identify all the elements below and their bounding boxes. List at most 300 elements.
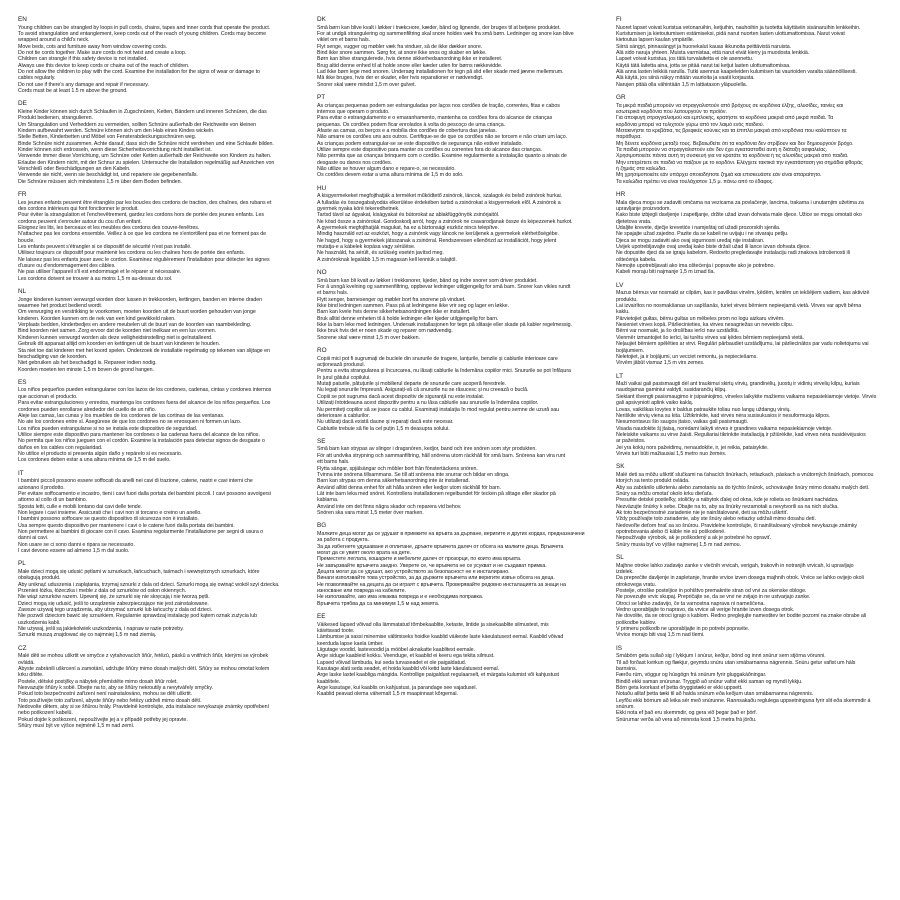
- language-section-de: [18, 100, 307, 185]
- warning-text-line: A zsinóroknak legalább 1,5 m magasan kell lenniük a talajtól.: [317, 256, 457, 263]
- language-section-pt: [317, 94, 606, 179]
- warning-text-line: Flyt senge, vugger og møbler væk fra vinduer, så de ikke dækker snore.: [317, 43, 483, 50]
- warning-text-line: Jei yra kokių nors pažeidimų, nenaudokite, ir, jei reikia, pataisykite.: [616, 444, 769, 451]
- warning-text-line: Mindig használd ezt az eszközt, hogy a zsinórok vagy láncok ne kerüljenek a gyermekek elérhetőségébe.: [317, 231, 559, 238]
- warning-text-line: Non permettere ai bambini di giocare con il cavo. Esamina regolarmente l'installazione per segni di usura o: [18, 528, 264, 535]
- warning-text-line: I bambini possono soffocare se questo dispositivo di sicurezza non è installato.: [18, 516, 199, 523]
- warning-text-line: Vrvice morajo biti vsaj 1,5 m nad tlemi.: [616, 632, 705, 639]
- warning-text-line: Tartsd távol az ágyakat, kiságyakat és bútorokat az ablakfüggönyök zsinórjaitól.: [317, 212, 500, 219]
- warning-text-line: Lapsed võivad lämbuda, kui seda turvaseadet ei ole paigaldatud.: [317, 659, 467, 666]
- warning-text-line: Malé deti sa môžu uškrtiť slučkami na ťahacích šnúrkach, retiazkach, páskach a vnútorných šnúrkach, pomocou: [616, 471, 874, 478]
- warning-text-line: ή ζημιάς στα καλώδια.: [616, 166, 667, 173]
- warning-text-line: Ne povezujte vrvic skupaj. Prepričajte se, da se vrvi ne zvijajo in ne ustvarjajo zanke.: [616, 594, 811, 601]
- warning-text-line: Om verwurging en verstrikking te voorkomen, moeten koorden uit de buurt worden gehouden van jonge: [18, 309, 256, 316]
- warning-text-line: viklet om et barns hals.: [317, 37, 370, 44]
- warning-text-line: Tvinna inte snörena tillsammans. Se till att snörena inte snurrar och bildar en slinga.: [317, 471, 510, 478]
- warning-text-line: Barn kan strypas om denna säkerhetsanordning inte är installerad.: [317, 478, 470, 485]
- warning-text-line: Produkt bedienen, strangulieren.: [18, 115, 93, 122]
- warning-text-line: Visada naudokite šį įtaisą, norėdami laikyti virves ir grandines vaikams nepasiekiamoje vietoje.: [616, 425, 833, 432]
- warning-text-line: Nu legați snururile împreună. Asigurați-vă că snururile nu se răsucesc și nu creează o buclă.: [317, 387, 529, 394]
- warning-text-line: kietoutua lapsen kaulan ympärille.: [616, 37, 695, 44]
- warning-text-line: за работа с продукта.: [317, 537, 369, 544]
- warning-text-line: Maži vaikai gali pasismaugti dėl ant traukimui skirtų virvių, grandinėlių, juostų ir vidinių virvelių kilpų, kuriais: [616, 381, 860, 388]
- warning-text-line: Bērni var nosmakt, ja šo drošības ierīci nav uzstādītā.: [616, 328, 739, 335]
- warning-text-line: Pour éviter la strangulation et l'enchevêtrement, gardez les cordons hors de portée des jeunes enfants. Les: [18, 212, 264, 219]
- warning-text-line: Lämbumise ja sassi minemise vältimiseks hoidke kaablid väikeste laste käeulatusest eemal. Kaablid võivad: [317, 634, 564, 641]
- warning-text-line: Færðu rúm, vöggur og húsgögn frá snúrum fyrir gluggakáðningar.: [616, 672, 767, 679]
- warning-text-line: Šnúry musia byť vo výške najmenej 1,5 m nad zemou.: [616, 541, 741, 548]
- language-code: HR: [616, 191, 626, 199]
- language-section-hu: [317, 185, 606, 263]
- warning-text-line: Връвчета трябва да са минимум 1,5 м над земята.: [317, 600, 440, 607]
- warning-text-line: djetetova vrata.: [616, 218, 652, 225]
- warning-text-line: Neleiskite vaikams su virve žaisti. Reguliariai tikrinkite instaliaciją ir pžiūrėkite, kad virves nėra nusidėvėjusios: [616, 431, 866, 438]
- warning-text-line: For at undgå strangulering og sammenfiltring skal snore holdes væk fra små børn. Ledninger og snore kan blive: [317, 30, 574, 37]
- warning-text-line: Always use this device to keep cords or chains out of the reach of children.: [18, 62, 190, 69]
- warning-text-line: Per evitare soffocamento e incastro, tieni i cavi fuori dalla portata dei bambini piccoli. I cavi possono avvolgersi: [18, 490, 271, 497]
- warning-text-line: Ak toto bezpečnostné zariadenie nie je nainštalované, deti sa môžu uškrtiť.: [616, 509, 788, 516]
- warning-text-line: Vienmēr izmantojiet šo ierīci, lai turētu virves vai ķēdes bērniem nepieejamā vietā.: [616, 334, 804, 341]
- warning-text-line: Siekiant išvengti pasismaugimo ir įsipainiojimo, virveles laikykite mažiems vaikams nepasiekiamoje vietoje. Virvės: [616, 393, 877, 400]
- warning-text-line: Ikke la barn leke med ledningen. Undersøk installasjonen for tegn på slitasje eller skade på kabler regelmessig.: [317, 322, 572, 329]
- language-section-ro: [317, 347, 606, 432]
- warning-text-line: Малките деца могат да се удушат в примките на връвта за дърпане, веригите и других кордах, предназначени: [317, 530, 585, 537]
- warning-text-line: I bambini piccoli possono essere soffocati da anelli nei cavi di trazione, catene, nastri e cavi interni che: [18, 478, 253, 485]
- warning-text-line: Ne dopustite djeci da se igraju kabelom. Redovito pregledavajte instalaciju radi znakova istrošenosti ili: [616, 250, 850, 257]
- warning-text-line: Lovas, vaikiškas lovytes ir baldus patraukite toliau nuo langų uždangų virvių.: [616, 406, 791, 413]
- warning-text-line: Nesieniet virves kopā. Pārliecinieties, ka virves nesagriežas un neveido cilpu.: [616, 322, 794, 329]
- warning-text-line: Dzieci mogą się udusić, jeśli to urządzenie zabezpieczające nie jest zainstalowane.: [18, 600, 209, 607]
- warning-text-line: Не позволявайте на децата да си играят с връвчета. Проверявайте редовно инсталацията за знаци на: [317, 581, 566, 588]
- language-code: NO: [317, 269, 327, 277]
- warning-text-line: bojājumiem.: [616, 347, 645, 354]
- warning-text-line: kablarna.: [317, 497, 339, 504]
- warning-text-line: Do not use if there's any damage and repair if necessary.: [18, 81, 149, 88]
- warning-text-line: Aby sa zabránilo uškrteniu alebo zamotaniu sa do týchto šnúrok, uchovávajte šnúry mimo dosahu malých detí.: [616, 484, 870, 491]
- warning-text-line: Kinderen kunnen verwurgd worden als deze veiligheidsinstelling niet is geïnstalleerd.: [18, 334, 213, 341]
- warning-text-line: Virvės turi būti mažiausiai 1,5 metro nuo žemės.: [616, 450, 727, 457]
- warning-text-line: To avoid strangulation and entanglement, keep cords out of the reach of young children. Cords may become: [18, 30, 267, 37]
- warning-text-line: Ikke bind ledningen sammen. Pass på at ledningene ikke vrir seg og lager en løkke.: [317, 303, 509, 310]
- warning-text-line: Ärge kasutage, kui kaablis on kahjustusi, ja parandage see vajadusel.: [317, 685, 477, 691]
- warning-text-line: Children can strangle if this safety device is not installed.: [18, 56, 148, 63]
- language-code: BG: [317, 522, 327, 530]
- language-code: LV: [616, 281, 624, 289]
- warning-text-line: Låt inte barn leka med snöret. Kontrollera installationen regelbundet för tecken på slitage eller skador på: [317, 490, 556, 497]
- language-section-it: [18, 470, 307, 555]
- language-code: IS: [616, 644, 623, 652]
- warning-text-line: Cablurile trebuie să fie la cel puțin 1,5 m deasupra solului.: [317, 425, 450, 432]
- warning-text-line: Young children can be strangled by loops in pull cords, chains, tapes and inner cords that operate the product.: [18, 24, 271, 31]
- warning-text-line: mutatja-e a kábelek kopása vagy sérülése.: [317, 244, 416, 251]
- warning-text-line: Bind ikke snore sammen. Sørg for, at snore ikke snos og skaber en løkke.: [317, 49, 487, 56]
- language-code: FR: [18, 191, 27, 199]
- language-section-se: [317, 438, 606, 516]
- warning-text-line: azionano il prodotto.: [18, 484, 65, 491]
- warning-text-line: keerduda lapse kaela ümber.: [317, 640, 384, 647]
- warning-text-line: des cordons intérieurs qui font fonctionner le produit.: [18, 206, 139, 213]
- warning-text-line: Udaljite krevete, dječje krevetiće i namještaj od užadi prozorskih sjenila.: [616, 225, 781, 232]
- warning-text-line: Sznurki muszą znajdować się co najmniej 1,5 m nad ziemią.: [18, 632, 157, 639]
- warning-text-line: Não utilize se houver algum dano e repare-o, se necessário.: [317, 166, 456, 173]
- warning-text-line: Do not allow the children to play with the cord. Examine the installation for the signs of wear or damage to: [18, 69, 260, 75]
- warning-text-line: Använd alltid denna enhet för att hålla snören eller kedjor utom räckhåll för barn.: [317, 484, 502, 491]
- warning-text-line: Børn kan blive strangulerede, hvis denne sikkerhedsanordning ikke er installeret.: [317, 56, 503, 63]
- warning-text-line: obsługują produkt.: [18, 575, 61, 582]
- warning-text-line: Små barn kan strypas av slingor i dragsnören, kedjor, band och inre snören som styr produkten.: [317, 446, 537, 453]
- warning-text-line: poškodbe kablov.: [616, 619, 657, 626]
- warning-text-line: A kisgyermekeket megfojthatják a terméket működtető zsinórok, láncok, szalagok és belső zsinórok hurkai.: [317, 193, 563, 200]
- warning-text-line: Liigutage voodid, lastevoodid ja mööbel aknakatte kaablitest eemale.: [317, 646, 475, 653]
- warning-text-line: que accionan el producto.: [18, 393, 78, 400]
- warning-text-line: Cords must be at least 1.5 m above the ground.: [18, 88, 128, 95]
- warning-text-line: Los cordones deben estar a una altura mínima de 1,5 m del suelo.: [18, 457, 171, 464]
- warning-text-line: Małe dzieci mogą się udusić pętlami w sznurkach, łańcuchach, taśmach i wewnętrznych sznurkach, które: [18, 568, 260, 575]
- warning-text-line: opotrebovania alebo či káble nie sú poškodené.: [616, 528, 726, 535]
- warning-text-line: Los niños pueden estrangularse si no se instala este dispositivo de seguridad.: [18, 425, 198, 432]
- warning-text-line: Não permita que as crianças brinquem com o cordão. Examine regularmente a instalação quanto a sinais de: [317, 153, 567, 160]
- warning-text-line: Kinder können sich erdrosseln, wenn diese Sicherheitsvorrichtung nicht installiert ist.: [18, 147, 212, 154]
- warning-text-line: Non legare i cavi insieme. Assicurati che i cavi non si torcano e creino un anello.: [18, 509, 202, 516]
- warning-text-line: Lapset voivat kuristua, jos tätä turvalaitetta ei ole asennettu.: [616, 56, 754, 63]
- warning-text-line: Ikke bruk hvis det er noen skade og reparer om nødvendig.: [317, 328, 453, 335]
- language-code: DK: [317, 16, 326, 23]
- warning-text-line: Verplaats bedden, kinderbedjes en andere meubelen uit de buurt van de koorden van raambekleding.: [18, 322, 252, 329]
- warning-text-line: Преместете леглата, кошарите и мебелите далеч от прозорци, по които има връвта.: [317, 556, 522, 563]
- warning-text-line: Nesvazujte šňůry k sobě. Dbejte na to, aby se šňůry nekroutily a nevytvářely smyčky.: [18, 685, 214, 691]
- language-code: EN: [18, 16, 27, 23]
- warning-text-line: Små barn kan bli kvalt av løkker i trekksnorer, kjeder, bånd og indre snorer som driver produktet.: [317, 277, 538, 284]
- language-code: HU: [317, 184, 327, 192]
- language-section-no: [317, 269, 606, 341]
- warning-text-line: cordones pueden enrollarse alrededor del cuello de un niño.: [18, 406, 157, 413]
- warning-text-line: Um Strangulation und Verheddern zu vermeiden, sollten Schnüre außerhalb der Reichweite von kleinen: [18, 121, 257, 128]
- warning-text-line: Otroci se lahko zadavijo, če ta varnostna naprava ni nameščena.: [616, 600, 765, 607]
- language-section-lv: [616, 282, 900, 367]
- text-column-2: [317, 16, 606, 890]
- warning-text-line: waarmee het product bediend wordt.: [18, 303, 103, 310]
- warning-text-line: danni ai cavi.: [18, 535, 49, 542]
- warning-text-line: Kako biste izbjegli davljenje i zapetljanje, držite užad izvan dohvata male djece. Užice se mogu omotati oko: [616, 212, 862, 219]
- warning-text-line: Nu utilizați dacă există daune și reparați dacă este necesar.: [317, 419, 454, 426]
- warning-text-line: ar pažeistos.: [616, 438, 646, 445]
- warning-text-line: izdelek.: [616, 568, 634, 575]
- warning-text-line: För att undvika strypning och sammanfiltring, håll snörena utom räckhåll för små barn. Snörena kan vira runt: [317, 452, 566, 459]
- warning-text-line: Til að forðast kvirkun og flækjur, geymdu snúru utan smábarnanna nágrennis. Snúru getur vafist um háls: [616, 659, 856, 666]
- warning-text-line: wrapped around a child's neck.: [18, 37, 90, 44]
- warning-text-line: produktu.: [616, 296, 638, 303]
- warning-text-line: Väikesed lapsed võivad olla lämmatatud tõmbekaablite, ketaste, lintide ja sisekaablite silmustest, mis: [317, 621, 549, 628]
- warning-text-line: Sta niet toe dat kinderen met het koord spelen. Onderzoek de installatie regelmatig op tekenen van slijtage en: [18, 347, 270, 354]
- warning-text-line: oštećenja kabela.: [616, 256, 657, 263]
- warning-text-line: Nezväzujte šnúrky k sebe. Dbajte na to, aby sa šnúrky nezamotali a nevytvorili sa na nich slučka.: [616, 503, 839, 510]
- warning-text-line: snúrum.: [616, 704, 635, 711]
- warning-text-line: Μην επιτρέπετε σε παιδιά να παίζουν με το κορδόνι. Ελέγχετε τακτικά την εγκατάσταση για σημάδια φθοράς: [616, 159, 863, 166]
- language-section-sl: [616, 554, 900, 639]
- warning-text-line: Μη δένετε κορδόνια μεταξύ τους. Βεβαιωθείτε ότι τα κορδόνια δεν στρίβουν και δεν δημιουργούν βρόχο.: [616, 140, 854, 147]
- warning-text-line: Les cordons doivent se trouver à au moins 1,5 m au-dessus du sol.: [18, 275, 173, 282]
- warning-text-line: Pentru a evita strangularea și încurcarea, nu lăsați cablurile la îndemâna copiilor mici. Snururile se pot înfășura: [317, 368, 571, 375]
- warning-text-line: Postelje, otroške posteljice in pohištvo premaknite stran od vrvi za okenske obloge.: [616, 587, 807, 594]
- language-code: FI: [616, 16, 622, 23]
- warning-text-line: Använd inte om det finns några skador och reparera vid behov.: [317, 503, 462, 510]
- warning-text-line: Älä käytä, jos siinä näkyy mitään vaurioita ja vaatii korjausta.: [616, 75, 755, 82]
- warning-text-line: Éloignez les lits, les berceaux et les meubles des cordons des couvre-fenêtres.: [18, 225, 200, 232]
- warning-text-line: Neļaujiet bērniem spēlēties ar virvi. Regulāri pārbaudiet uzstādījumu, lai pārliecinātos par vadu nolietojumu vai: [616, 341, 869, 348]
- warning-text-line: ovládá.: [18, 659, 35, 666]
- warning-text-line: A fulladás és összegabalyodás elkerülése érdekében tartsd a zsinórokat a kisgyermekek elől. A zsinórok a: [317, 199, 561, 206]
- warning-text-line: За да избегнете удушаване и оплитане, дръжте връвчета далеч от обсега на малките деца. Връвчета: [317, 543, 564, 550]
- warning-text-line: attorno al collo di un bambino.: [18, 497, 88, 504]
- warning-text-line: Kasutage alati seda seadet, et hoida kaablid või ketid laste käeulatusest eemal.: [317, 665, 500, 672]
- warning-text-line: Neriškite virvių viena su kita. Užtikrinkite, kad virvės nėra susisukusios ir nesuformuoja kilpos.: [616, 412, 831, 419]
- warning-text-line: kaklu.: [616, 309, 630, 316]
- warning-text-line: Presuňte detské postieľky, stoličky a nábytok ďalej od okna, kde je rolieta so šnúrkami nachádza.: [616, 497, 839, 504]
- warning-text-line: Nuoret lapset voivat kuristua vetonaruihin, ketjuihin, nauhoihin ja tuotetta käyttäviin sisänaruihin lenkkeihin.: [616, 24, 861, 31]
- warning-text-line: Utilice siempre este dispositivo para mantener los cordones o las cadenas fuera del alcance de los niños.: [18, 431, 260, 438]
- warning-text-line: naudojamas gaminiui valdyti, susidarančių kilpų.: [616, 387, 727, 394]
- language-section-en: [18, 16, 307, 94]
- warning-text-line: otrokovega vratu.: [616, 581, 657, 588]
- language-code: PT: [317, 94, 326, 102]
- warning-text-line: Do not tie cords together. Make sure cords do not twist and create a loop.: [18, 49, 187, 56]
- language-code: GR: [616, 94, 626, 102]
- warning-text-line: Lad ikke børn lege med snoren. Undersøg installationen for tegn på slid eller skade med jævne mellemrum.: [317, 69, 564, 75]
- warning-text-line: Postele, dětské postýlky a nábytek přemístěte mimo dosah šňůr rolet.: [18, 678, 178, 685]
- warning-text-line: desgaste ou danos nos cordões.: [317, 159, 393, 166]
- warning-text-line: d'usure ou d'endommagement des câbles.: [18, 263, 116, 270]
- warning-text-line: kaablitele.: [317, 678, 341, 685]
- warning-text-line: Utilizați întotdeauna acest dispozitiv pentru a nu lăsa cablurile sau snururile la îndemâna copiilor.: [317, 400, 539, 407]
- warning-text-line: Käytä tätä laitetta aina, jotta se pitää narut tai ketjut lasten ulottumattomissa.: [616, 62, 791, 69]
- language-code: SL: [616, 553, 624, 561]
- warning-text-line: Verschleiß oder Beschädigungen an den Kabeln.: [18, 166, 131, 173]
- warning-text-line: Nu permiteți copiilor să se joace cu cablul. Examinați instalația în mod regulat pentru semne de uzură sau: [317, 406, 560, 413]
- warning-text-line: Bindið ekki saman snúrunar. Tryggið að snúrur vafist ekki saman og myndi lykkju.: [616, 678, 803, 685]
- warning-text-line: Vedno uporabljajte to napravo, da vrvice ali verige hranite izven dosega otrok.: [616, 606, 795, 613]
- language-code: DE: [18, 100, 27, 108]
- warning-text-line: Ne spajajte užad zajedno. Pazite da se kabeli ne uvijaju i ne stvaraju petlju.: [616, 231, 789, 238]
- warning-text-line: Ne pas utiliser l'appareil s'il est endommagé et le réparer si nécessaire.: [18, 269, 182, 276]
- warning-text-line: Vždy používajte toto zariadenie, aby ste šnúry alebo retiazky udržali mimo dosahu detí.: [616, 516, 816, 523]
- warning-text-line: Verwende sie nicht, wenn sie beschädigt ist, und repariere sie gegebenenfalls.: [18, 172, 198, 179]
- warning-text-line: Pārvietojiet gultas, bērnu gultas un mēbeles prom no logu aizkaru virvēm.: [616, 315, 785, 322]
- warning-text-line: Nie używaj, jeśli są jakiekolwiek uszkodzenia, i napraw w razie potrzeby.: [18, 626, 184, 632]
- warning-text-line: ett barns hals.: [317, 459, 350, 466]
- warning-text-line: Kindern aufbewahrt werden. Schnüre können sich um den Hals eines Kindes wickeln.: [18, 128, 215, 134]
- warning-text-line: Usa sempre questo dispositivo per mantenere i cavi o le catene fuori dalla portata dei bambini.: [18, 522, 235, 529]
- warning-text-line: Pokud dojde k poškození, nepoužívejte jej a v případě potřeby jej opravte.: [18, 716, 188, 723]
- warning-text-line: For å unngå kvelning og sammenfiltring, oppbevar ledninger utilgjengelig for små barn. Snorer kan vikles rundt: [317, 284, 571, 291]
- language-section-dk: [317, 16, 606, 88]
- warning-text-line: Älä anna lasten leikkiä narulla. Tutki asennus kaapeleiden kulumisen tai vaurioiden varalta säännöllisesti.: [616, 69, 857, 75]
- warning-text-line: upravljanje proizvodom.: [616, 206, 671, 213]
- warning-text-line: Les jeunes enfants peuvent être étranglés par les boucles des cordons de traction, des chaînes, des rubans et: [18, 199, 272, 206]
- warning-text-line: Μη χρησιμοποιείτε εάν υπάρχει οποιαδήποτε ζημιά και επισκευάστε εάν είναι απαραίτητο.: [616, 172, 822, 179]
- warning-text-line: Ne használd, ha sérült, és szükség esetén javítsd meg.: [317, 250, 444, 257]
- warning-text-line: Majhne otroke lahko zadavijo zanke v vlečnih vrvicah, verigah, trakovih in notranjih vrvicah, ki upravljajo: [616, 562, 854, 569]
- warning-text-line: Não amarre os cordões uns aos outros. Certifique-se de que os cordões não se torcem e não criam um laço.: [317, 134, 568, 141]
- warning-text-line: Ärge laske lastel kaabliga mängida. Kontrollige paigaldust regulaarselt, et märgata kulumist või kahjustust: [317, 672, 559, 679]
- warning-text-line: Copiii se pot sugruma dacă acest dispozitiv de siguranță nu este instalat.: [317, 393, 485, 400]
- warning-text-line: pequenas. Os cordões podem ficar enrolados à volta do pescoço de uma criança.: [317, 121, 506, 128]
- language-code: SK: [616, 463, 625, 471]
- warning-text-line: Mazus bērnus var nosmakt ar cilpām, kas ir pavilktas virvēm, ķēdēm, lentēm un iekšējiem vadiem, kas aktivizē: [616, 290, 870, 297]
- warning-text-line: Snúrurnar verða að vera að minnsta kosti 1,5 metra frá jörðu.: [616, 716, 757, 723]
- warning-text-line: Nepoužívajte výrobok, ak je poškodený a ak je potrebné ho opraviť.: [616, 535, 772, 542]
- warning-text-line: Erlaube den Kindern nicht, mit der Schnur zu spielen. Untersuche die Installation regelmäßig auf Anzeichen von: [18, 159, 275, 166]
- warning-text-line: As crianças pequenas podem ser estranguladas por laços nos cordões de tração, correntes, fitas e cabos: [317, 102, 560, 109]
- warning-text-line: et barns hals.: [317, 290, 349, 297]
- warning-text-line: Afaste as camas, os berços e a mobília dos cordões de cobertura das janelas.: [317, 128, 497, 134]
- warning-text-line: Децата могат да се удушат, ако устройството за безопасност не е инсталирано.: [317, 568, 510, 575]
- warning-text-line: Ne dovolite, da se otroci igrajo s kablom. Redno preglejujte namestitev ter bodite pozorni na znake obrabe ali: [616, 613, 867, 620]
- warning-text-line: acționează produsul.: [317, 362, 365, 369]
- language-section-pl: [18, 560, 307, 638]
- language-code: ES: [18, 378, 27, 386]
- language-section-sk: [616, 463, 900, 548]
- warning-text-line: Τα καλώδια πρέπει να είναι τουλάχιστον 1,5 μ. πάνω από το έδαφος.: [616, 178, 774, 185]
- language-section-nl: [18, 288, 307, 373]
- warning-text-line: Przenieś łóżka, łóżeczka i meble z dala od sznurków od osłon okiennych.: [18, 587, 187, 594]
- language-section-ee: [317, 613, 606, 698]
- warning-text-line: Ne kösd össze a zsinórokat. Gondoskodj arról, hogy a zsinórok ne csavarodjanak össze és képezzenek hurkot.: [317, 218, 573, 225]
- warning-text-line: Aleje las camas, las cunas y los muebles de los cordones de las cortinas de las ventanas.: [18, 412, 225, 419]
- warning-text-line: Notaðu alltaf þetta tæki til að halda snúrum eða keðjum utan smábarnanna nágrennis.: [616, 691, 814, 698]
- warning-text-line: Brug altid denne enhed til at holde snore eller kæder uden for børns rækkevidde.: [317, 62, 503, 69]
- warning-text-line: Narujen pitää olla vähintään 1,5 m lattiatason yläpuolella.: [616, 81, 748, 88]
- warning-text-line: Ne laissez pas les enfants jouer avec le cordon. Examinez régulièrement l'installation pour détecter les signes: [18, 256, 270, 263]
- warning-text-line: Utilisez toujours ce dispositif pour maintenir les cordons ou les chaînes hors de portée des enfants.: [18, 250, 245, 257]
- language-section-fr: [18, 191, 307, 282]
- warning-text-line: Flytta sängar, spjälsängar och möbler bort från fönstertäckens snören.: [317, 465, 478, 472]
- warning-text-line: Nemojte upotrebljavati ako ima oštećenja i popravite ako je potrebno.: [616, 263, 775, 270]
- warning-text-line: Flytt senger, barnesenger og møbler bort fra snorene på vinduet.: [317, 296, 466, 303]
- warning-text-line: Kleine Kinder können sich durch Schlaufen in Zugschnüren, Ketten, Bändern und inneren Schnüren, die das: [18, 108, 267, 115]
- warning-text-line: Toto používejte toto zařízení, abyste šňůry nebo řetězy udrželi mimo dosah dětí.: [18, 697, 202, 704]
- warning-text-line: Små børn kan blive kvalt i løkker i trækснore, kæder, bånd og lignende, der bruges til at betjene produktet.: [317, 24, 561, 31]
- warning-text-line: Barn kan kvele hvis denne sikkerhetsanordningen ikke er installert.: [317, 309, 471, 316]
- warning-text-line: Move beds, cots and furniture away from window covering cords.: [18, 43, 168, 50]
- warning-text-line: Mala djeca mogu se zadaviti omčama na vezicama za povlačenje, lancima, trakama i unutarnjim užetima za: [616, 199, 864, 206]
- warning-text-line: Τα μικρά παιδιά μπορούν να στραγγαλιστούν από βρόχους σε κορδόνια έλξης, αλυσίδες, ταινίες και: [616, 102, 844, 109]
- warning-text-line: Copiii mici pot fi sugrumați de buclele din snururile de tragere, lanțurile, benzile și cablurile interioare care: [317, 355, 558, 362]
- warning-text-line: Bruk alltid denne enheten til å holde ledninger eller kjeder utilgjengelig for barn.: [317, 315, 499, 322]
- warning-text-line: Bind koorden niet samen. Zorg ervoor dat de koorden niet inelkaar en een lus vormen.: [18, 328, 217, 335]
- warning-text-line: Nie pozwól dzieciom bawić się sznurkiem. Regularnie sprawdzaj instalację pod kątem oznak zużycia lub: [18, 613, 258, 620]
- warning-text-line: V primeru poškodb ne uporabljajte in po potrebi popravite.: [616, 626, 750, 632]
- warning-text-line: Kabeli moraju biti najmanje 1,5 m iznad tla.: [616, 269, 715, 276]
- warning-text-line: ktorých sa tento produkt ovláda.: [616, 478, 690, 485]
- warning-text-line: internos que operam o produto.: [317, 108, 390, 115]
- warning-text-line: Šňůry musí být ve výšce nejméně 1,5 m nad zemí.: [18, 723, 135, 730]
- warning-text-line: Binde Schnüre nicht zusammen. Achte darauf, dass sich die Schnüre nicht verdrehen und eine Schlaufe bilden.: [18, 140, 274, 147]
- warning-text-line: Os cordões devem estar a uma altura mínima de 1,5 m do solo.: [317, 172, 464, 179]
- language-section-lt: [616, 373, 900, 458]
- warning-text-line: boucle.: [18, 237, 35, 244]
- warning-text-line: Sposta letti, culle e mobili lontano dai cavi delle tende.: [18, 503, 143, 510]
- warning-text-line: износване или повреда на кабелите.: [317, 587, 406, 594]
- warning-text-line: могат да се увият около врата на дете.: [317, 549, 412, 556]
- warning-text-line: Snorer skal være mindst 1,5 m over gulvet.: [317, 81, 416, 88]
- warning-text-line: N'attachez pas les cordons ensemble. Veillez à ce que les cordons ne s'entortillent pas et ne forment pas de: [18, 231, 267, 238]
- warning-text-line: No ate los cordones entre sí. Asegúrese de que los cordones no se enrosquen ni formen un lazo.: [18, 419, 242, 426]
- language-section-gr: [616, 94, 900, 185]
- warning-text-line: Virvēm jābūt vismaz 1,5 m virs zemes.: [616, 360, 705, 367]
- warning-text-line: uszkodzenia kabli.: [18, 619, 61, 626]
- warning-text-line: Los niños pequeños pueden estrangularse con los lazos de los cordones, cadenas, cintas y cordones internos: [18, 387, 272, 394]
- language-section-bg: [317, 522, 606, 607]
- warning-text-line: Utilize sempre este dispositivo para manter os cordões ou correntes fora do alcance das crianças.: [317, 147, 543, 154]
- warning-text-line: Djeca se mogu zadaviti ako ovaj sigurnosni uređaj nije instaliran.: [616, 237, 765, 244]
- warning-text-line: Nie wiąż sznurków razem. Upewnij się, że sznurki się nie skręcają i nie tworzą pętli.: [18, 594, 210, 601]
- warning-text-line: Μετακινήστε τα κρεβάτια, τις βρεφικές κούνιες και τα έπιπλα μακριά από κορδόνια που καλύπτουν τα: [616, 128, 847, 134]
- warning-text-line: Не използвайте, ако има някаква повреда и е необходима поправка.: [317, 594, 484, 601]
- warning-text-line: daños en los cables con regularidad.: [18, 444, 103, 451]
- warning-text-line: Snören ska vara minst 1,5 meter över marken.: [317, 509, 424, 516]
- warning-text-line: Verwende immer diese Vorrichtung, um Schnüre oder Ketten außerhalb der Reichweite von Kindern zu halten.: [18, 153, 272, 160]
- warning-text-line: Jonge kinderen kunnen verwurgd worden door lussen in trekkoorden, kettingen, banden en interne draden: [18, 296, 263, 303]
- text-column-1: [18, 16, 307, 890]
- warning-text-line: cables regularly.: [18, 75, 56, 82]
- warning-text-line: Mutați paturile, pătuțurile și mobilierul departe de snururile care acoperă ferestrele.: [317, 381, 507, 388]
- warning-text-line: As crianças podem estrangular-se se este dispositivo de segurança não estiver instalado.: [317, 140, 523, 147]
- language-code: NL: [18, 288, 27, 296]
- warning-text-line: Nedovolte dětem, aby si se šňůrou hrály. Pravidelně kontrolujte, zda instalace nevykazuje známky opotřebení: [18, 704, 270, 711]
- language-code: SE: [317, 437, 326, 445]
- language-code: IT: [18, 469, 24, 477]
- warning-text-line: Siirrä sängyt, pinnasängyt ja huonekalut kauas ikkunoita peittävistä naruista.: [616, 43, 792, 50]
- warning-text-line: Para evitar o estrangulamento e o emaranhamento, mantenha os cordões fora do alcance de crianças: [317, 115, 553, 122]
- warning-text-line: Da preprečite davljenje in zapletanje, hranite vrvice izven dosega majhnih otrok. Vrvice se lahko ovijejo okoli: [616, 575, 864, 582]
- warning-text-line: Må ikke bruges, hvis der er skader, eller hvis reparationer er nødvendigt.: [317, 75, 484, 82]
- warning-text-line: Stelle Betten, Kinderbetten und Möbel von Fensterabdeckungsschnüren weg.: [18, 134, 197, 141]
- warning-text-line: Χρησιμοποιείτε πάντα αυτή τη συσκευή για να κρατάτε τα κορδόνια ή τις αλυσίδες μακριά από παιδιά.: [616, 153, 849, 160]
- warning-text-line: A gyermekek megfojthatják magukat, ha ez a biztonsági eszköz nincs telepítve.: [317, 225, 499, 232]
- warning-text-line: Smábörn geta sullað sig í lykkjum í snúrur, keðjur, bönd og innri snúrur sem stjórna vörunni.: [616, 653, 826, 660]
- warning-text-line: Para evitar estrangulaciones y enredos, mantenga los cordones fuera del alcance de los niños pequeños. Los: [18, 400, 271, 407]
- warning-text-line: beschadiging van de koorden.: [18, 353, 88, 360]
- warning-text-line: cordons peuvent s'enrouler autour du cou d'un enfant.: [18, 218, 142, 225]
- warning-text-line: Nesumontavus šio saugos įtaiso, vaikas gali pasismaugti.: [616, 419, 749, 426]
- warning-text-line: gali apsivynioti aplink vaiko kaklą.: [616, 400, 694, 407]
- warning-text-line: Malé děti se mohou uškrtit ve smyčce z vytahovacích šňůr, řetězů, pásků a vnitřních šňůr, kterými se výrobek: [18, 653, 269, 660]
- warning-text-line: käivitavad toote.: [317, 627, 355, 634]
- warning-text-line: Винаги използвайте това устройство, за да държите връвчета или веригите извън обсега на деца.: [317, 575, 555, 582]
- warning-text-line: Koorden moeten ten minste 1,5 m boven de grond hangen.: [18, 366, 154, 373]
- warning-text-line: Nedovoľte deťom hrať sa so šnúrou. Pravidelne kontrolujte, či nainštalovaný výrobok nevykazuje známky: [616, 522, 858, 529]
- warning-text-line: gyermek nyaka köré tekeredhetnek.: [317, 206, 400, 213]
- warning-text-line: Die Schnüre müssen sich mindestens 1,5 m über dem Boden befinden.: [18, 178, 182, 185]
- warning-text-line: Kuristumisen ja kietoutumisen estämiseksi, pidä narut nuorten lasten ulottumattomissa. Narut voivat: [616, 30, 845, 37]
- warning-text-line: Snorene skal være minst 1,5 m over bakken.: [317, 334, 421, 341]
- warning-text-line: Τα παιδιά μπορούν να στραγγαλιστούν εάν δεν έχει εγκατασταθεί αυτή η διάταξη ασφαλείας.: [616, 147, 828, 154]
- warning-text-line: παράθυρα.: [616, 134, 642, 141]
- warning-text-line: Gebruik dit apparaat altijd om koorden en kettingen uit de buurt van kinderen te houden.: [18, 341, 221, 348]
- warning-text-line: Ärge siduge kaableid kokku. Veenduge, et kaablid ei keeru ega tekita silmust.: [317, 653, 495, 660]
- warning-text-line: I cavi devono essere ad almeno 1,5 m dal suolo.: [18, 547, 130, 554]
- warning-text-line: Не завързвайте връвчета заедно. Уверете се, че връвчета не се усукват и не създават примка.: [317, 562, 547, 569]
- warning-text-line: krku dítěte.: [18, 672, 44, 679]
- warning-text-line: barnsins.: [616, 665, 638, 672]
- warning-text-line: Για αποφυγή στραγγαλισμού και εμπλοκής, κρατήστε τα κορδόνια μακριά από μικρά παιδιά. Τα: [616, 115, 834, 122]
- warning-text-line: Les enfants peuvent s'étrangler si ce dispositif de sécurité n'est pas installé.: [18, 244, 192, 251]
- warning-text-line: Börn geta kvorkast ef þetta öryggistæki er ekki uppsett.: [616, 685, 743, 691]
- language-code: RO: [317, 347, 327, 355]
- warning-text-line: Zawsze używaj tego urządzenia, aby utrzymać sznurki lub łańcuchy z dala od dzieci.: [18, 606, 213, 613]
- language-code: EE: [317, 612, 326, 620]
- warning-text-line: kinderen. Koorden kunnen om de nek van een kind gewikkeld raken.: [18, 315, 176, 322]
